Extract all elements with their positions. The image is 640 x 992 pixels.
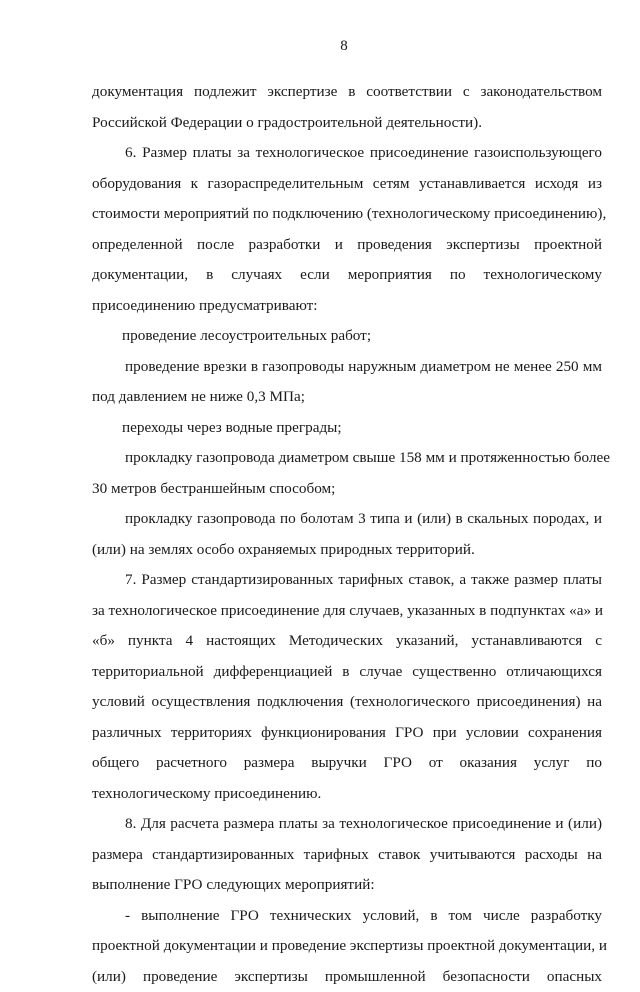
text-line: документация подлежит экспертизе в соответствии с законодательством [92,77,602,108]
text-line: проведение врезки в газопроводы наружным диаметром не менее 250 мм [92,352,602,383]
text-line: переходы через водные преграды; [92,413,602,444]
text-line: различных территориях функционирования ГРО при условии сохранения [92,718,602,749]
text-line: 6. Размер платы за технологическое присоединение газоиспользующего [92,138,602,169]
text-line: размера стандартизированных тарифных ставок учитываются расходы на [92,840,602,871]
text-line: присоединению предусматривают: [92,291,602,322]
text-line: выполнение ГРО следующих мероприятий: [92,870,602,901]
text-line: «б» пункта 4 настоящих Методических указаний, устанавливаются с [92,626,602,657]
text-line: прокладку газопровода по болотам 3 типа и (или) в скальных породах, и [92,504,602,535]
body-text [92,77,602,992]
text-line: (или) проведение экспертизы промышленной безопасности опасных [92,962,602,992]
text-line: под давлением не ниже 0,3 МПа; [92,382,602,413]
text-line: прокладку газопровода диаметром свыше 158 мм и протяженностью более [92,443,602,474]
text-line: - выполнение ГРО технических условий, в том числе разработку [92,901,602,932]
text-line: общего расчетного размера выручки ГРО от оказания услуг по [92,748,602,779]
text-line: условий осуществления подключения (технологического присоединения) на [92,687,602,718]
text-line: проведение лесоустроительных работ; [92,321,602,352]
text-line: проектной документации и проведение экспертизы проектной документации, и [92,931,602,962]
text-line: определенной после разработки и проведения экспертизы проектной [92,230,602,261]
text-line: оборудования к газораспределительным сетям устанавливается исходя из [92,169,602,200]
text-line: 8. Для расчета размера платы за технологическое присоединение и (или) [92,809,602,840]
text-line: документации, в случаях если мероприятия по технологическому [92,260,602,291]
text-line: территориальной дифференциацией в случае существенно отличающихся [92,657,602,688]
text-line: 7. Размер стандартизированных тарифных ставок, а также размер платы [92,565,602,596]
text-line: стоимости мероприятий по подключению (технологическому присоединению), [92,199,602,230]
text-line: (или) на землях особо охраняемых природных территорий. [92,535,602,566]
text-line: технологическому присоединению. [92,779,602,810]
page-number: 8 [92,38,602,55]
text-line: за технологическое присоединение для случаев, указанных в подпунктах «а» и [92,596,602,627]
text-line: 30 метров бестраншейным способом; [92,474,602,505]
text-line: Российской Федерации о градостроительной деятельности). [92,108,602,139]
